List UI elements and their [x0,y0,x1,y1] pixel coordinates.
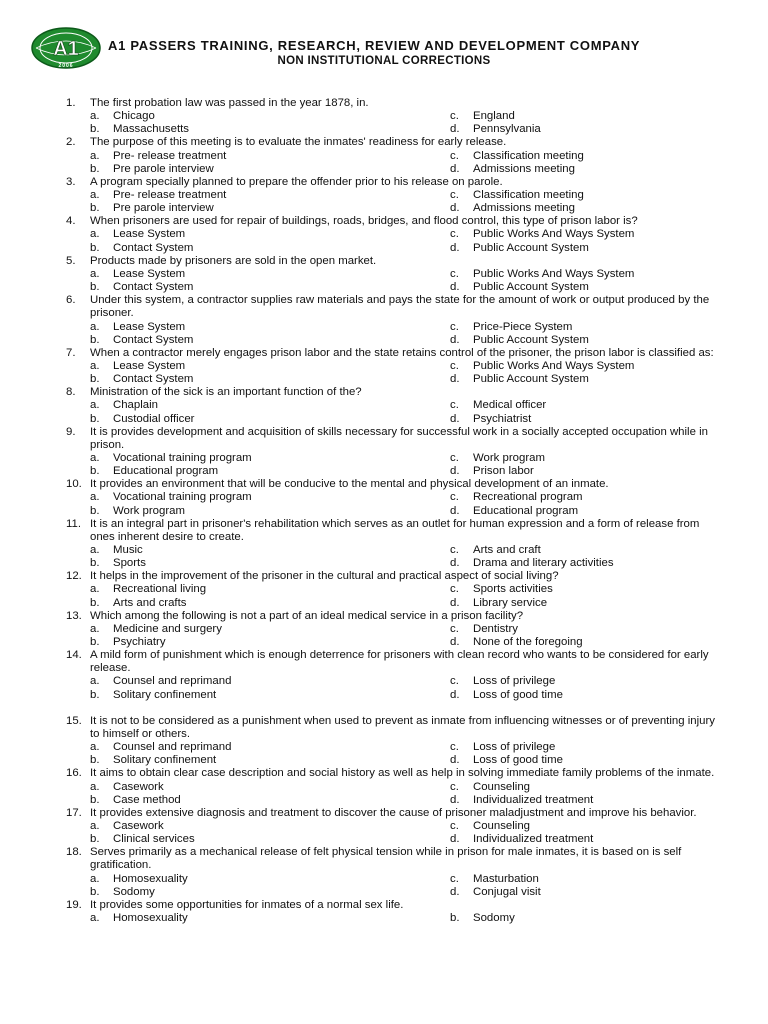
answer-option-c [450,150,584,163]
answer-option-b [450,912,515,925]
option-letter: a. [90,780,100,793]
question-item [0,767,768,806]
option-text: Individualized treatment [473,833,594,846]
answer-option-a [90,268,185,281]
question-item [0,610,768,649]
option-letter: a. [90,320,100,333]
answer-option-c [450,491,583,504]
question-text: It provides an environment that will be conducive to the mental and physical development of an inmate. [90,478,609,491]
option-letter: a. [90,911,100,924]
answer-option-d [450,373,589,386]
option-text: Contact System [113,333,194,346]
option-letter: d. [450,833,460,846]
option-text: Library service [473,596,548,609]
option-letter: a. [90,741,100,754]
question-number: 6. [66,294,76,307]
answer-option-a [90,623,222,636]
question-number: 13. [66,609,82,622]
option-text: Counseling [473,780,530,793]
question-item [0,478,768,517]
option-letter: b. [90,123,100,136]
option-letter: d. [450,281,460,294]
answer-option-b [90,163,214,176]
answer-option-b [90,597,186,610]
option-letter: c. [450,741,459,754]
option-letter: a. [90,675,100,688]
option-letter: c. [450,780,459,793]
answer-option-d [450,833,593,846]
question-text: When prisoners are used for repair of buildings, roads, bridges, and flood control, this type of prison labor is? [90,215,638,228]
option-letter: b. [90,465,100,478]
option-letter: d. [450,793,460,806]
option-letter: a. [90,228,100,241]
question-item [0,649,768,702]
option-letter: b. [450,911,460,924]
option-text: Educational program [473,504,579,517]
question-item [0,386,768,425]
question-number: 4. [66,215,76,228]
answer-option-b [90,281,193,294]
option-text: Dentistry [473,622,518,635]
option-text: Public Account System [473,333,589,346]
company-name: A1 PASSERS TRAINING, RESEARCH, REVIEW AND DEVELOPMENT COMPANY [108,38,641,53]
option-text: Casework [113,819,164,832]
option-letter: a. [90,149,100,162]
answer-option-c [450,820,530,833]
option-text: Medicine and surgery [113,622,222,635]
question-item [0,715,768,768]
answer-option-c [450,675,555,688]
answer-option-a [90,544,143,557]
question-text: Under this system, a contractor supplies raw materials and pays the state for the amount of work or output produced by the prisoner. [90,294,710,320]
option-letter: b. [90,557,100,570]
option-text: Classification meeting [473,149,584,162]
option-text: Pre parole interview [113,202,214,215]
option-text: Loss of privilege [473,741,556,754]
question-number: 10. [66,478,82,491]
answer-option-c [450,110,515,123]
option-letter: a. [90,819,100,832]
option-letter: d. [450,754,460,767]
question-item [0,426,768,479]
answer-option-d [450,334,589,347]
option-text: Homosexuality [113,911,188,924]
option-letter: b. [90,162,100,175]
option-text: Lease System [113,359,186,372]
question-text: It helps in the improvement of the prisoner in the cultural and practical aspect of social living? [90,570,559,583]
option-text: Admissions meeting [473,162,575,175]
question-text: It is not to be considered as a punishment when used to prevent as inmate from influencing witnesses or of preventing injury to himself or others. [90,714,715,740]
option-text: Loss of privilege [473,675,556,688]
question-number: 17. [66,806,82,819]
option-letter: a. [90,399,100,412]
option-letter: b. [90,373,100,386]
option-letter: c. [450,675,459,688]
option-text: Contact System [113,281,194,294]
question-item [0,215,768,254]
answer-option-b [90,505,185,518]
question-text: It aims to obtain clear case description and social history as well as help in solving immediate family problems of the inmate. [90,767,715,780]
option-text: Pre- release treatment [113,189,227,202]
question-number: 8. [66,386,76,399]
option-letter: a. [90,544,100,556]
option-text: Recreational living [113,583,207,596]
question-number: 11. [66,517,81,530]
question-item [0,97,768,136]
answer-option-a [90,583,206,596]
answer-option-b [90,123,189,136]
option-letter: b. [90,754,100,767]
question-item [0,347,768,386]
option-letter: d. [450,412,460,425]
answer-option-d [450,754,563,767]
question-number: 7. [66,346,76,359]
option-letter: b. [90,333,100,346]
option-text: Public Works And Ways System [473,228,635,241]
answer-option-c [450,360,634,373]
option-letter: d. [450,373,460,386]
option-text: Case method [113,793,181,806]
answer-option-b [90,794,181,807]
option-text: Counsel and reprimand [113,675,232,688]
option-text: Public Account System [473,241,589,254]
answer-option-c [450,399,546,412]
answer-option-a [90,360,185,373]
answer-option-b [90,636,166,649]
answer-option-c [450,321,572,334]
answer-option-a [90,873,188,886]
answer-option-d [450,597,547,610]
option-text: Sodomy [113,885,155,898]
question-number: 2. [66,136,76,149]
answer-option-a [90,912,188,925]
spacer [0,702,768,715]
option-letter: a. [90,189,100,202]
option-text: Vocational training program [113,491,252,504]
question-list [0,97,768,925]
option-letter: c. [450,583,459,596]
answer-option-d [450,689,563,702]
option-text: Individualized treatment [473,793,594,806]
option-text: England [473,110,515,123]
answer-option-d [450,557,614,570]
question-text: Serves primarily as a mechanical release of felt physical tension while in prison for male inmates, it is based on is self gratification. [90,846,682,872]
question-text: A program specially planned to prepare the offender prior to his release on parole. [90,175,503,188]
option-letter: c. [450,189,459,202]
option-letter: b. [90,688,100,701]
question-text: The purpose of this meeting is to evaluate the inmates' readiness for early release. [90,136,507,149]
option-letter: b. [90,202,100,215]
answer-option-a [90,189,226,202]
question-number: 19. [66,898,82,911]
option-text: Arts and craft [473,544,541,556]
option-text: Contact System [113,373,194,386]
option-text: Loss of good time [473,688,563,701]
answer-option-b [90,557,146,570]
option-text: Educational program [113,465,219,478]
option-text: Public Works And Ways System [473,267,635,280]
option-letter: b. [90,596,100,609]
answer-option-b [90,754,216,767]
answer-option-d [450,202,575,215]
question-text: When a contractor merely engages prison labor and the state retains control of the prisoner, the prison labor is classified as: [90,346,714,359]
question-number: 12. [66,570,82,583]
option-text: None of the foregoing [473,636,583,649]
question-number: 1. [66,97,76,109]
question-number: 3. [66,175,76,188]
option-letter: b. [90,281,100,294]
logo-year: 2006 [58,63,74,69]
option-letter: d. [450,885,460,898]
question-number: 15. [66,714,82,727]
option-letter: d. [450,557,460,570]
answer-option-d [450,123,541,136]
answer-option-a [90,321,185,334]
question-text: The first probation law was passed in the year 1878, in. [90,97,369,109]
answer-option-c [450,544,541,557]
answer-option-b [90,689,216,702]
option-letter: a. [90,622,100,635]
answer-option-d [450,242,589,255]
option-letter: d. [450,241,460,254]
answer-option-b [90,886,155,899]
option-text: Counseling [473,819,530,832]
option-text: Classification meeting [473,189,584,202]
option-text: Pre- release treatment [113,149,227,162]
question-number: 16. [66,767,82,780]
answer-option-d [450,163,575,176]
question-text: It provides extensive diagnosis and treatment to discover the cause of prisoner maladjustment and improve his behavior. [90,806,697,819]
answer-option-a [90,150,226,163]
option-letter: a. [90,267,100,280]
answer-option-a [90,675,231,688]
option-text: Chaplain [113,399,158,412]
logo-text: A1 [53,38,79,60]
question-text: A mild form of punishment which is enough deterrence for prisoners with clean record who wants to be considered for early release. [90,649,709,675]
answer-option-d [450,505,578,518]
option-text: Arts and crafts [113,596,187,609]
document-header [0,0,768,80]
option-letter: c. [450,149,459,162]
option-text: Sodomy [473,911,515,924]
option-letter: b. [90,793,100,806]
option-text: Pre parole interview [113,162,214,175]
option-letter: c. [450,819,459,832]
option-text: Drama and literary activities [473,557,614,570]
question-text: It provides some opportunities for inmates of a normal sex life. [90,898,404,911]
option-text: Masturbation [473,872,539,885]
answer-option-c [450,268,634,281]
option-text: Lease System [113,320,186,333]
option-letter: c. [450,491,459,504]
option-text: Public Works And Ways System [473,359,635,372]
option-text: Sports [113,557,146,570]
option-letter: d. [450,596,460,609]
question-text: Ministration of the sick is an important function of the? [90,386,362,399]
question-text: It is an integral part in prisoner's rehabilitation which serves as an outlet for human expression and a form of release from ones inherent desire to create. [90,517,700,543]
option-text: Sports activities [473,583,553,596]
option-letter: b. [90,885,100,898]
option-text: Music [113,544,143,556]
answer-option-d [450,465,534,478]
option-text: Recreational program [473,491,583,504]
question-item [0,807,768,846]
answer-option-c [450,228,634,241]
option-letter: a. [90,359,100,372]
option-text: Medical officer [473,399,547,412]
option-letter: c. [450,544,459,556]
answer-option-b [90,202,214,215]
answer-option-b [90,833,195,846]
option-text: Chicago [113,110,155,123]
option-letter: d. [450,504,460,517]
answer-option-d [450,413,531,426]
question-text: It is provides development and acquisition of skills necessary for successful work in a socially accepted occupation while in prison. [90,425,708,451]
question-item [0,294,768,347]
option-letter: b. [90,412,100,425]
option-letter: c. [450,622,459,635]
option-text: Counsel and reprimand [113,741,232,754]
option-letter: c. [450,872,459,885]
answer-option-a [90,399,158,412]
answer-option-a [90,781,164,794]
option-text: Solitary confinement [113,754,217,767]
answer-option-b [90,465,218,478]
option-letter: d. [450,162,460,175]
answer-option-c [450,741,555,754]
question-number: 14. [66,649,82,662]
answer-option-b [90,413,194,426]
option-letter: c. [450,451,459,464]
option-letter: d. [450,688,460,701]
question-item [0,899,768,925]
option-letter: a. [90,491,100,504]
answer-option-a [90,741,231,754]
answer-option-a [90,452,252,465]
question-number: 18. [66,846,82,859]
option-text: Prison labor [473,465,534,478]
option-text: Public Account System [473,373,589,386]
option-text: Vocational training program [113,451,252,464]
option-text: Contact System [113,241,194,254]
question-number: 5. [66,254,76,267]
option-text: Work program [113,504,185,517]
answer-option-b [90,373,193,386]
option-letter: b. [90,504,100,517]
option-letter: c. [450,228,459,241]
answer-option-d [450,281,589,294]
option-letter: d. [450,202,460,215]
option-letter: c. [450,267,459,280]
option-text: Public Account System [473,281,589,294]
option-text: Clinical services [113,833,195,846]
option-letter: d. [450,636,460,649]
option-letter: a. [90,872,100,885]
option-text: Pennsylvania [473,123,541,136]
option-text: Lease System [113,267,186,280]
question-text: Which among the following is not a part of an ideal medical service in a prison facility? [90,609,524,622]
option-letter: a. [90,110,100,123]
answer-option-a [90,110,155,123]
option-letter: b. [90,241,100,254]
option-text: Massachusetts [113,123,189,136]
question-item [0,846,768,899]
option-letter: c. [450,359,459,372]
question-item [0,255,768,294]
option-text: Conjugal visit [473,885,541,898]
option-text: Casework [113,780,164,793]
answer-option-a [90,491,252,504]
option-text: Price-Piece System [473,320,573,333]
question-item [0,518,768,571]
option-letter: b. [90,833,100,846]
question-item [0,570,768,609]
option-letter: c. [450,320,459,333]
answer-option-a [90,228,185,241]
question-number: 9. [66,425,76,438]
answer-option-c [450,452,545,465]
answer-option-c [450,623,518,636]
option-text: Homosexuality [113,872,188,885]
answer-option-c [450,781,530,794]
answer-option-b [90,242,193,255]
option-text: Psychiatrist [473,412,532,425]
answer-option-d [450,886,541,899]
question-text: Products made by prisoners are sold in the open market. [90,254,377,267]
option-text: Psychiatry [113,636,166,649]
option-letter: c. [450,399,459,412]
option-letter: d. [450,465,460,478]
option-letter: a. [90,583,100,596]
answer-option-d [450,794,593,807]
option-letter: b. [90,636,100,649]
answer-option-d [450,636,583,649]
answer-option-a [90,820,164,833]
answer-option-c [450,583,553,596]
option-text: Loss of good time [473,754,563,767]
option-text: Admissions meeting [473,202,575,215]
option-letter: d. [450,123,460,136]
question-item [0,176,768,215]
option-text: Work program [473,451,545,464]
question-item [0,136,768,175]
option-letter: c. [450,110,459,123]
option-letter: a. [90,451,100,464]
document-subtitle: NON INSTITUTIONAL CORRECTIONS [277,55,491,67]
answer-option-b [90,334,193,347]
option-text: Custodial officer [113,412,195,425]
option-text: Lease System [113,228,186,241]
answer-option-c [450,873,539,886]
answer-option-c [450,189,584,202]
option-letter: d. [450,333,460,346]
option-text: Solitary confinement [113,688,217,701]
